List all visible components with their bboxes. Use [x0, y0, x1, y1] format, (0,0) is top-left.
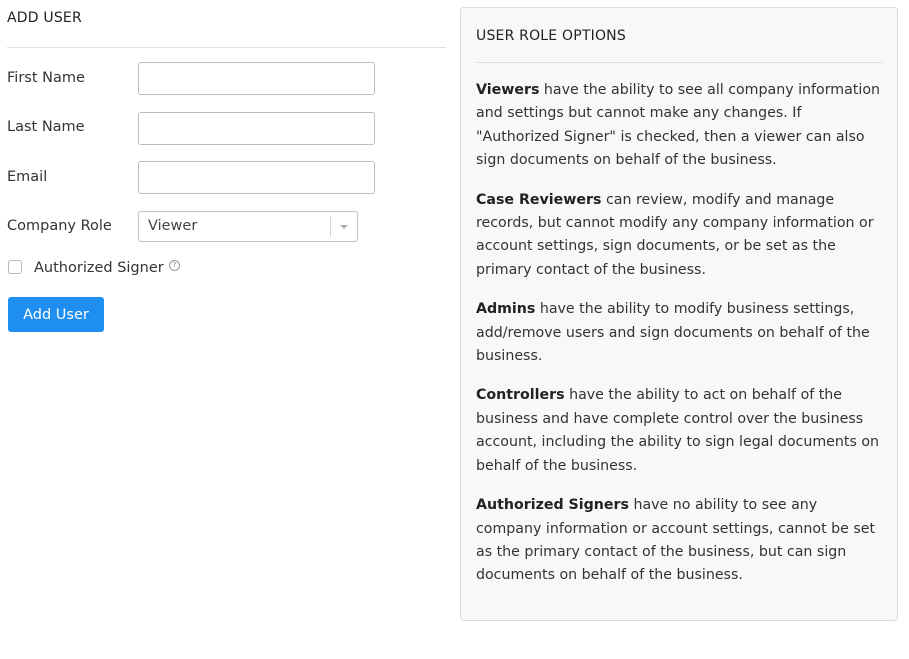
role-item-case-reviewers [476, 189, 886, 283]
panel-divider [476, 62, 883, 63]
company-role-select[interactable] [138, 211, 358, 242]
role-description: can review, modify and manage records, but cannot modify any company information or account settings, sign documents, or be set as the primary contact of the business. [476, 191, 874, 278]
authorized-signer-checkbox[interactable] [8, 260, 22, 274]
role-item-admins [476, 298, 886, 368]
role-options-title: USER ROLE OPTIONS [476, 28, 626, 44]
company-role-selected-value: Viewer [148, 218, 198, 234]
role-name: Authorized Signers [476, 497, 629, 514]
role-description: have the ability to modify business settings, add/remove users and sign documents on behalf of the business. [476, 301, 870, 365]
role-name: Controllers [476, 387, 565, 404]
role-description: have no ability to see any company information or account settings, cannot be set as the primary contact of the business, but can sign documents on behalf of the business. [476, 497, 876, 584]
add-user-button[interactable]: Add User [8, 297, 104, 332]
role-item-viewers [476, 79, 886, 173]
last-name-input[interactable] [138, 112, 375, 145]
email-label: Email [7, 169, 48, 185]
last-name-label: Last Name [7, 119, 85, 135]
first-name-input[interactable] [138, 62, 375, 95]
question-circle-icon[interactable]: ? [169, 260, 180, 271]
role-description: have the ability to see all company information and settings but cannot make any changes. If "Authorized Signer" is checked, then a viewer can also sign documents on behalf of the business. [476, 82, 880, 169]
email-input[interactable] [138, 161, 375, 194]
role-list [476, 79, 886, 604]
add-user-title: ADD USER [7, 10, 82, 26]
role-item-controllers [476, 384, 886, 478]
select-separator [330, 216, 331, 237]
authorized-signer-label: Authorized Signer [34, 260, 164, 276]
company-role-label: Company Role [7, 218, 112, 234]
role-item-authorized-signers [476, 494, 886, 588]
role-name: Admins [476, 301, 536, 318]
chevron-down-icon [340, 225, 348, 229]
title-divider [7, 47, 446, 48]
user-role-options-panel [460, 7, 898, 621]
role-description: have the ability to act on behalf of the business and have complete control over the business account, including the ability to sign legal documents on behalf of the business. [476, 387, 880, 474]
first-name-label: First Name [7, 70, 85, 86]
role-name: Case Reviewers [476, 191, 602, 208]
role-name: Viewers [476, 82, 540, 98]
